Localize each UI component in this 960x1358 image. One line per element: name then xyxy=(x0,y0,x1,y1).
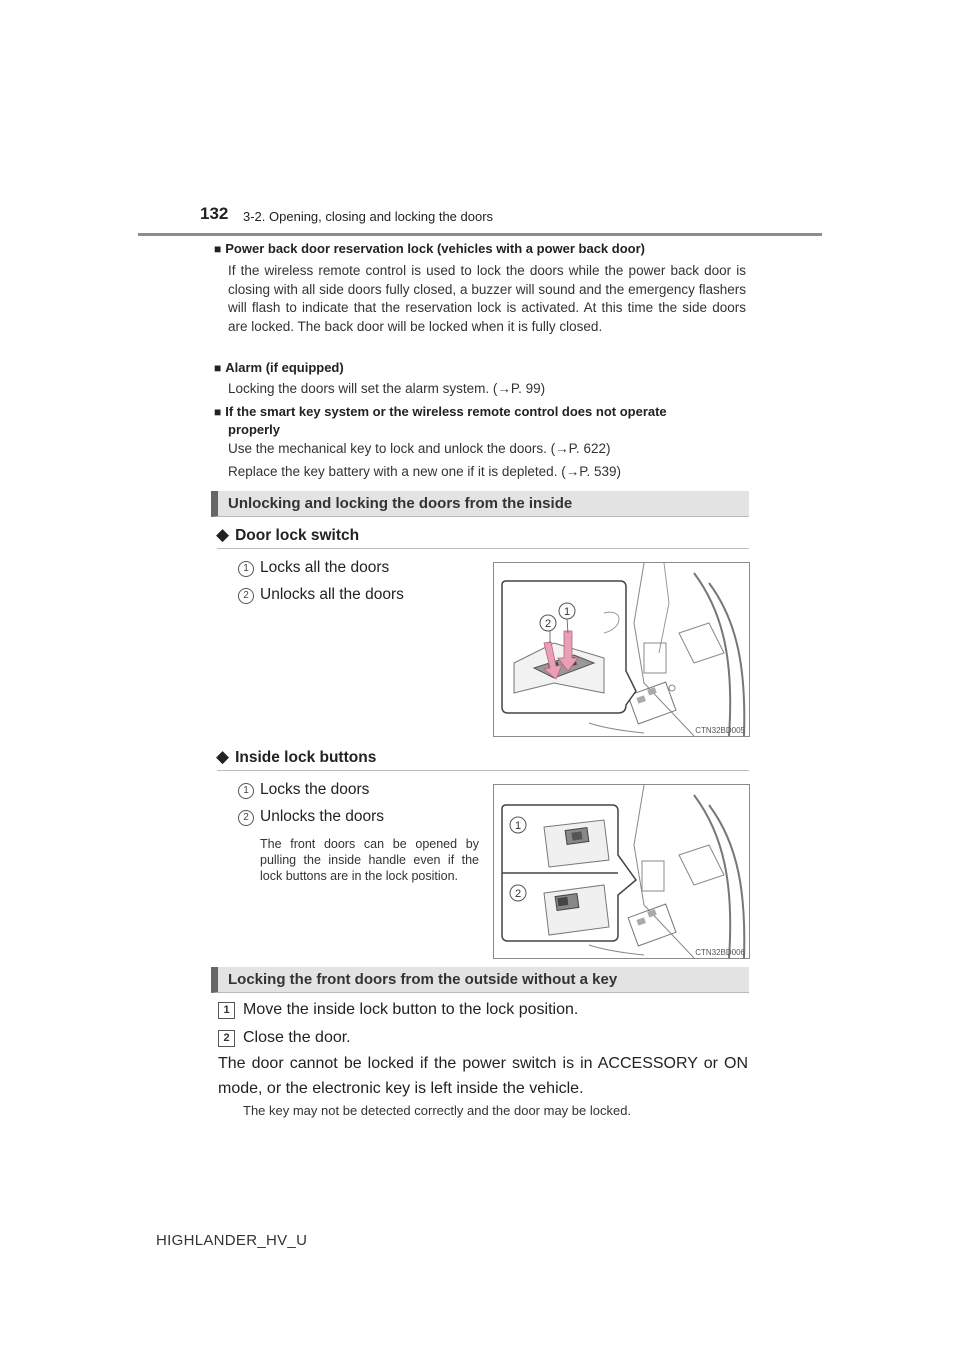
note-text-alarm: Locking the doors will set the alarm system. (→P. 99) xyxy=(228,381,546,396)
section-title: 3-2. Opening, closing and locking the doors xyxy=(243,209,494,224)
step-number-1: 1 xyxy=(218,1002,235,1019)
item-locks-doors: Locks the doors xyxy=(260,781,370,798)
page-ref-link[interactable]: →P. 622 xyxy=(555,441,606,456)
item-unlocks-doors: Unlocks the doors xyxy=(260,808,385,825)
image-code: CTN32BD005 xyxy=(695,726,745,735)
footer-model: HIGHLANDER_HV_U xyxy=(156,1232,308,1249)
subheading-door-lock-switch: ◆ Door lock switch xyxy=(216,525,360,544)
inside-lock-buttons-illustration xyxy=(493,784,750,959)
image-code: CTN32BD006 xyxy=(695,948,745,957)
page-number: 132 xyxy=(200,204,229,223)
step-1-text: Move the inside lock button to the lock position. xyxy=(243,1001,579,1018)
subheading-rule xyxy=(217,548,749,549)
step-number-2: 2 xyxy=(218,1030,235,1047)
item-unlocks-all-doors: Unlocks all the doors xyxy=(260,586,404,603)
step-2-text: Close the door. xyxy=(243,1029,351,1046)
section-bar-inside: Unlocking and locking the doors from the inside xyxy=(211,491,749,517)
header-rule xyxy=(138,233,822,236)
note-title-smart-key: ■ If the smart key system or the wireless remote control does not operate properly xyxy=(214,404,667,437)
note-title-alarm: ■ Alarm (if equipped) xyxy=(214,360,344,375)
diamond-bullet-icon: ◆ xyxy=(216,747,230,766)
subheading-inside-lock-buttons: ◆ Inside lock buttons xyxy=(216,747,377,766)
callout-number-2: 2 xyxy=(238,588,254,604)
callout-number-1: 1 xyxy=(238,561,254,577)
subheading-rule xyxy=(217,770,749,771)
page-ref-link[interactable]: →P. 539 xyxy=(565,464,617,479)
key-detection-note: The key may not be detected correctly and the door may be locked. xyxy=(243,1103,632,1118)
note-title-reservation-lock: ■ Power back door reservation lock (vehicles with a power back door) xyxy=(214,241,645,256)
note-text-reservation-lock: If the wireless remote control is used to lock the doors while the power back door is closing with all side doors fully closed, a buzzer will sound and the emergency flashers will flash to indicate that the reservation lock is activated. At this time the side doors are locked. The back door will be locked when it is fully closed. xyxy=(228,263,746,334)
callout-number-1: 1 xyxy=(238,783,254,799)
section-bar-outside: Locking the front doors from the outside without a key xyxy=(211,967,749,993)
note-text-mechanical-key: Use the mechanical key to lock and unlock the doors. (→P. 622) xyxy=(228,441,611,456)
square-bullet-icon: ■ xyxy=(214,405,222,419)
svg-text:1: 1 xyxy=(514,820,522,832)
square-bullet-icon: ■ xyxy=(214,361,222,375)
note-text-key-battery: Replace the key battery with a new one if it is depleted. (→P. 539) xyxy=(228,464,621,479)
inside-handle-note: The front doors can be opened by pulling the inside handle even if the lock buttons are in the lock position. xyxy=(260,837,479,883)
square-bullet-icon: ■ xyxy=(214,242,222,256)
power-switch-note: The door cannot be locked if the power switch is in ACCESSORY or ON mode, or the electronic key is left inside the vehicle. xyxy=(218,1055,748,1097)
door-lock-switch-illustration xyxy=(493,562,750,737)
svg-text:2: 2 xyxy=(514,888,522,900)
svg-text:1: 1 xyxy=(563,606,571,618)
diamond-bullet-icon: ◆ xyxy=(216,525,230,544)
page-ref-link[interactable]: →P. 99 xyxy=(497,381,541,396)
svg-text:2: 2 xyxy=(544,618,552,630)
item-locks-all-doors: Locks all the doors xyxy=(260,559,390,576)
callout-number-2: 2 xyxy=(238,810,254,826)
